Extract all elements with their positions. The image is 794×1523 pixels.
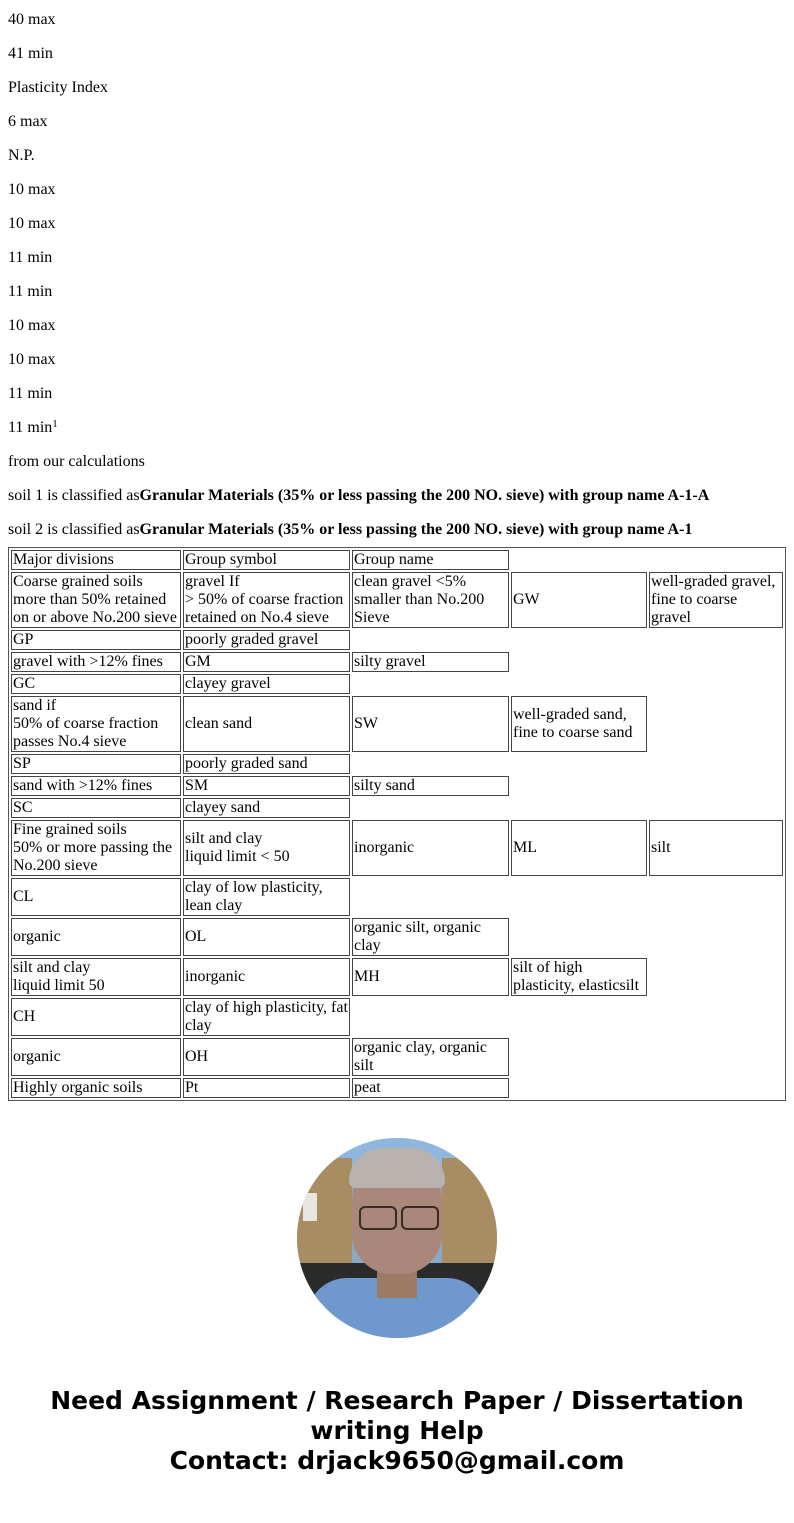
table-cell: well-graded sand, fine to coarse sand [511,696,647,752]
header-major-divisions: Major divisions [11,550,181,570]
table-row [11,1038,783,1076]
promo-headline: Need Assignment / Research Paper / Dissertation writing Help [50,1386,744,1445]
avatar-container [8,1138,786,1338]
criteria-heading: Plasticity Index [8,79,108,96]
header-group-name: Group name [352,550,509,570]
table-cell: organic silt, organic clay [352,918,509,956]
empty-cell [511,550,647,570]
criteria-line: 10 max [8,181,56,198]
criteria-line: N.P. [8,147,35,164]
criteria-list [8,11,786,471]
table-cell: CH [11,998,181,1036]
table-row [11,1078,783,1098]
table-cell: clayey sand [183,798,350,818]
table-cell: inorganic [352,820,509,876]
table-row [11,878,783,916]
criteria-line: 6 max [8,113,48,130]
table-header-row [11,550,783,570]
soil-2-result: Granular Materials (35% or less passing the 200 NO. sieve) with group name A-1 [139,521,693,538]
table-cell: clayey gravel [183,674,350,694]
table-row [11,998,783,1036]
author-avatar [297,1138,497,1338]
table-cell: peat [352,1078,509,1098]
table-cell: sand with >12% fines [11,776,181,796]
criteria-line: 10 max [8,215,56,232]
criteria-value: 11 min [8,419,53,436]
table-cell: inorganic [183,958,350,996]
table-cell: silt and clay liquid limit 50 [11,958,181,996]
table-cell: Highly organic soils [11,1078,181,1098]
table-cell: clay of high plasticity, fat clay [183,998,350,1036]
soil-1-result: Granular Materials (35% or less passing the 200 NO. sieve) with group name A-1-A [139,487,710,504]
table-row [11,572,783,628]
table-row [11,918,783,956]
table-cell: SM [183,776,350,796]
table-row [11,820,783,876]
criteria-line: 11 min [8,249,53,266]
table-cell: ML [511,820,647,876]
promo-banner [8,1386,786,1476]
soil-1-prefix: soil 1 is classified as [8,487,140,504]
criteria-line: 41 min [8,45,53,62]
table-row [11,798,783,818]
table-cell: silt of high plasticity, elasticsilt [511,958,647,996]
soil-1-classification [8,487,786,505]
table-row [11,754,783,774]
soil-2-classification [8,521,786,539]
criteria-line: 10 max [8,317,56,334]
table-cell: OH [183,1038,350,1076]
table-cell: gravel with >12% fines [11,652,181,672]
table-cell: Fine grained soils 50% or more passing the No.200 sieve [11,820,181,876]
table-cell: Pt [183,1078,350,1098]
table-cell: well-graded gravel, fine to coarse gravel [649,572,783,628]
table-cell: organic clay, organic silt [352,1038,509,1076]
table-cell: gravel If > 50% of coarse fraction retained on No.4 sieve [183,572,350,628]
table-row [11,630,783,650]
table-cell: organic [11,1038,181,1076]
table-cell: GC [11,674,181,694]
criteria-line: 11 min [8,385,53,402]
criteria-line-footnoted [8,419,786,437]
table-cell: GM [183,652,350,672]
table-cell: silt [649,820,783,876]
uscs-classification-table [8,547,786,1101]
criteria-line: 10 max [8,351,56,368]
calc-note: from our calculations [8,453,145,470]
table-row [11,776,783,796]
table-row [11,958,783,996]
table-cell: clay of low plasticity, lean clay [183,878,350,916]
table-row [11,652,783,672]
criteria-line: 11 min [8,283,53,300]
header-group-symbol: Group symbol [183,550,350,570]
table-cell: CL [11,878,181,916]
table-cell: Coarse grained soils more than 50% retained on or above No.200 sieve [11,572,181,628]
table-cell: MH [352,958,509,996]
table-row [11,674,783,694]
criteria-line: 40 max [8,11,56,28]
table-cell: silty gravel [352,652,509,672]
table-cell: poorly graded gravel [183,630,350,650]
footnote-marker: 1 [52,418,58,430]
table-cell: clean sand [183,696,350,752]
empty-cell [649,550,783,570]
table-cell: organic [11,918,181,956]
table-cell: poorly graded sand [183,754,350,774]
table-cell: silty sand [352,776,509,796]
table-cell: GW [511,572,647,628]
table-cell: OL [183,918,350,956]
table-cell: SW [352,696,509,752]
promo-contact: Contact: drjack9650@gmail.com [169,1446,625,1475]
table-cell: GP [11,630,181,650]
soil-2-prefix: soil 2 is classified as [8,521,140,538]
table-row [11,696,783,752]
table-cell: clean gravel <5% smaller than No.200 Sieve [352,572,509,628]
table-cell: silt and clay liquid limit < 50 [183,820,350,876]
table-cell: SP [11,754,181,774]
table-cell: sand if 50% of coarse fraction passes No.4 sieve [11,696,181,752]
classification-results [8,487,786,539]
table-cell: SC [11,798,181,818]
